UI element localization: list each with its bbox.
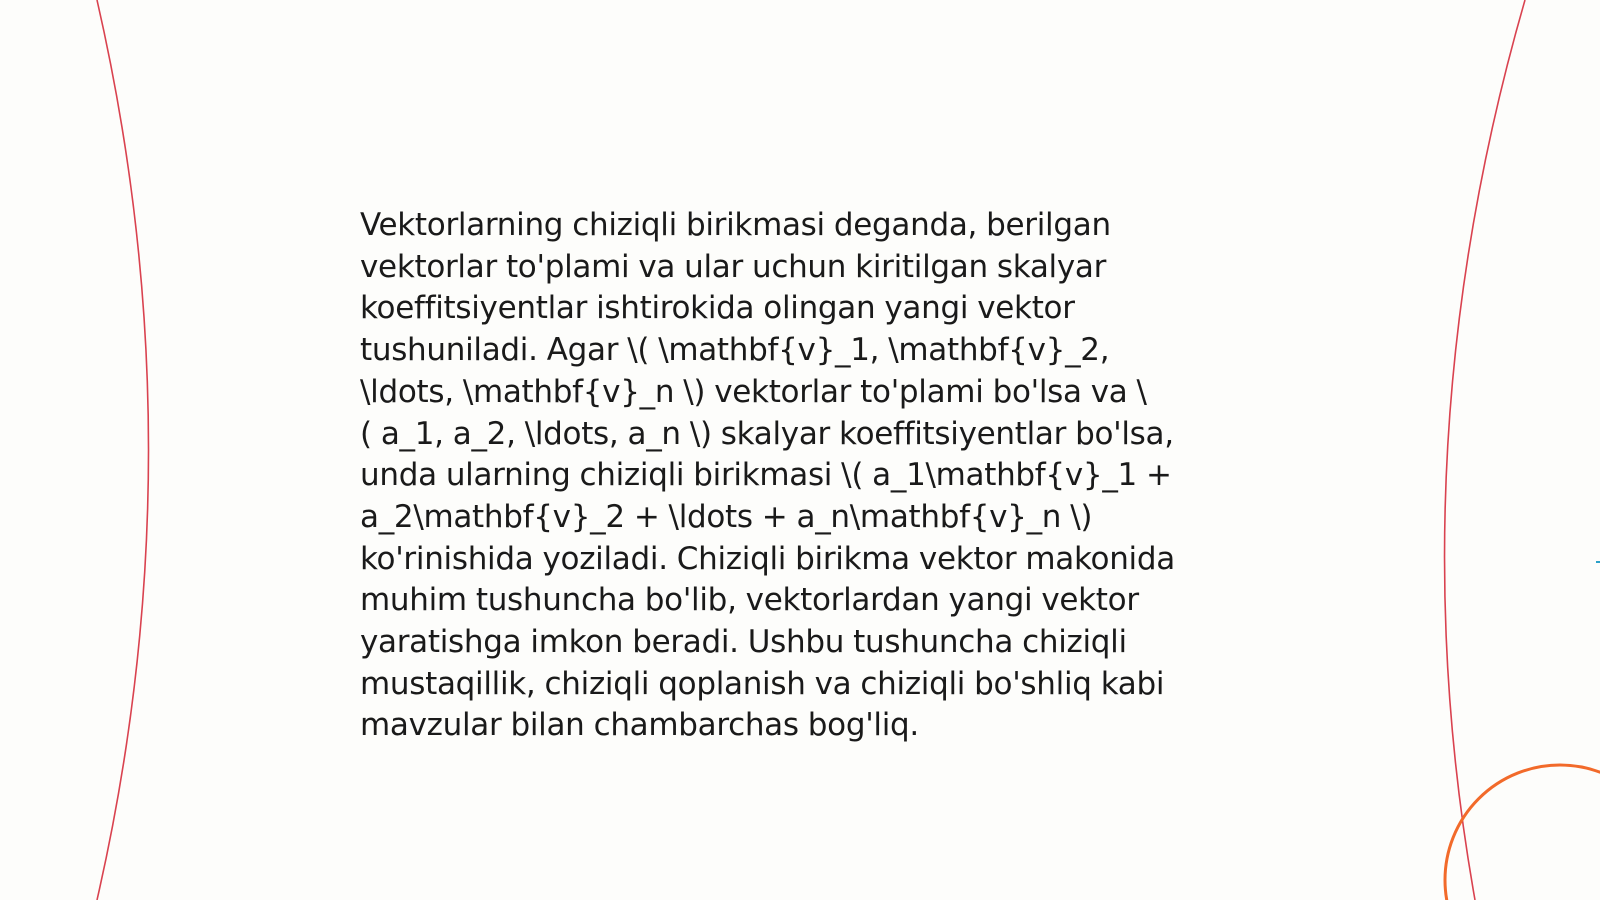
paragraph-line: Vektorlarning chiziqli birikmasi deganda, berilgan — [360, 207, 1111, 243]
paragraph-line: mavzular bilan chambarchas bog'liq. — [360, 707, 919, 744]
paragraph-line: koeffitsiyentlar ishtirokida olingan yangi vektor — [360, 290, 1075, 327]
paragraph-line: muhim tushuncha bo'lib, vektorlardan yangi vektor — [360, 582, 1139, 619]
paragraph-line: tushuniladi. Agar \( \mathbf{v}_1, \mathbf{v}_2, — [360, 332, 1110, 369]
paragraph-line: ko'rinishida yoziladi. Chiziqli birikma vektor makonida — [360, 540, 1175, 577]
body-paragraph — [360, 205, 1240, 747]
paragraph-line: ( a_1, a_2, \ldots, a_n \) skalyar koeffitsiyentlar bo'lsa, — [360, 415, 1174, 452]
corner-circle — [1445, 765, 1600, 900]
paragraph-line: unda ularning chiziqli birikmasi \( a_1\mathbf{v}_1 + — [360, 457, 1172, 494]
paragraph-line: vektorlar to'plami va ular uchun kiritilgan skalyar — [360, 248, 1107, 285]
right-arc — [1445, 0, 1525, 900]
paragraph-line: a_2\mathbf{v}_2 + \ldots + a_n\mathbf{v}_n \) — [360, 498, 1093, 535]
paragraph-line: yaratishga imkon beradi. Ushbu tushuncha chiziqli — [360, 624, 1127, 661]
paragraph-line: \ldots, \mathbf{v}_n \) vektorlar to'plami bo'lsa va \ — [360, 373, 1147, 410]
paragraph-line: mustaqillik, chiziqli qoplanish va chiziqli bo'shliq kabi — [360, 665, 1165, 702]
left-arc — [97, 0, 149, 900]
